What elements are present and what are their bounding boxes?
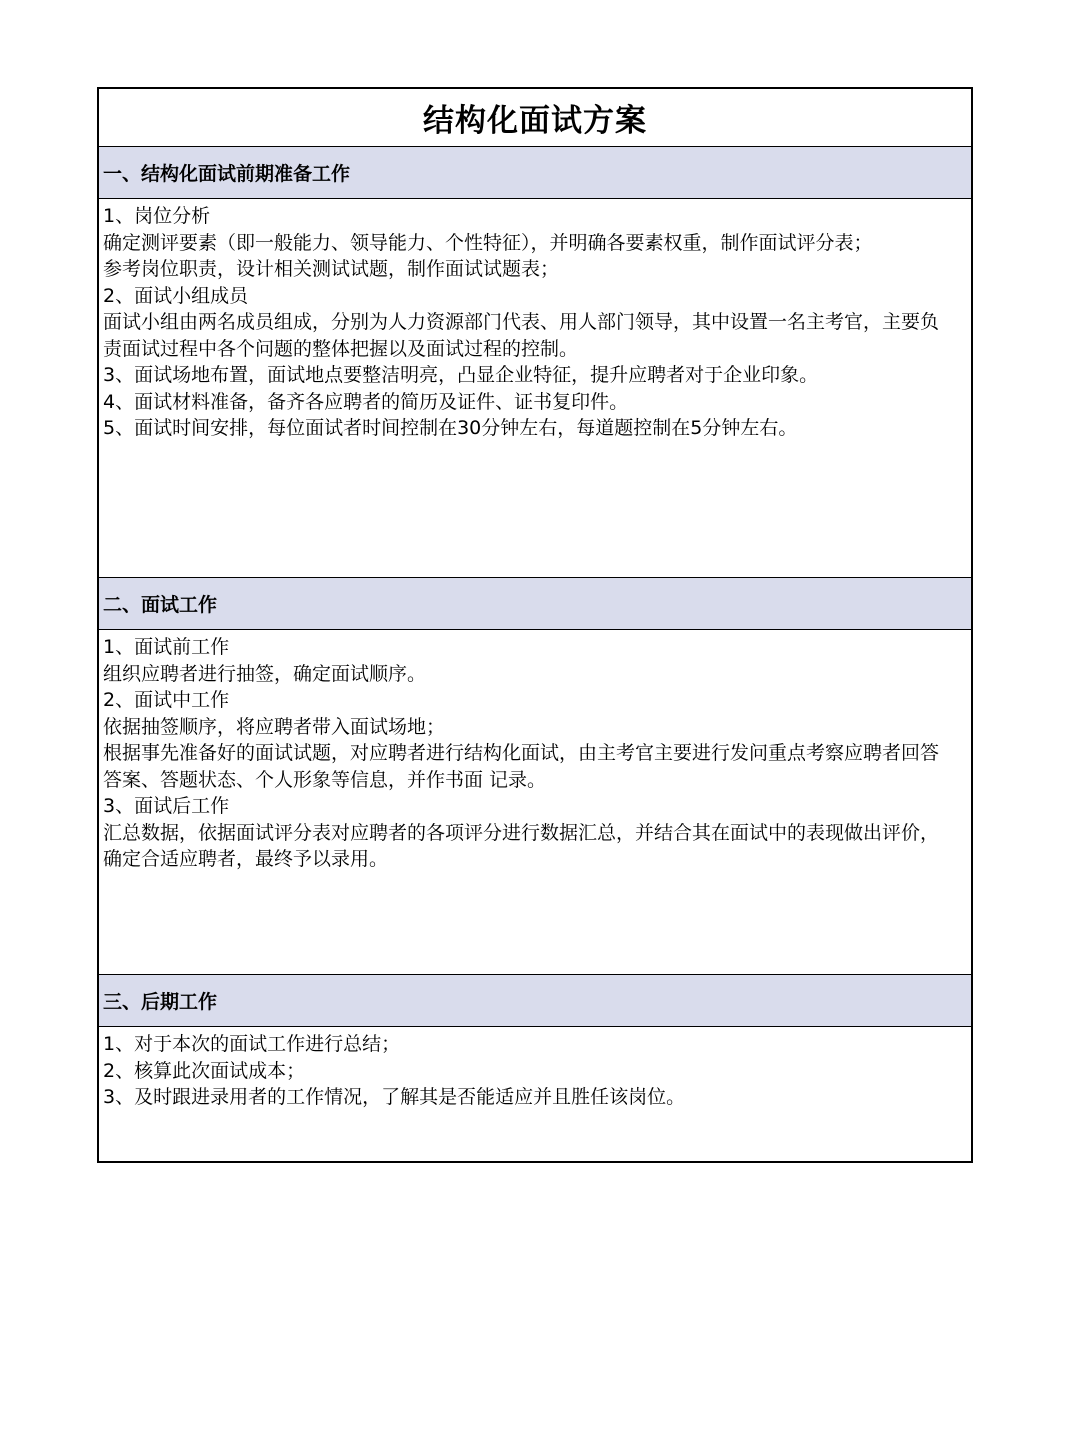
text-line: 3、及时跟进录用者的工作情况，了解其是否能适应并且胜任该岗位。 [103,1086,686,1108]
text-line: 参考岗位职责，设计相关测试试题，制作面试试题表； [103,258,560,280]
text-line: 依据抽签顺序，将应聘者带入面试场地； [103,715,446,738]
plan-table [97,87,973,1163]
text-line: 汇总数据，依据面试评分表对应聘者的各项评分进行数据汇总，并结合其在面试中的表现做出评价，确定合适应聘者，最终予以录用。 [103,821,940,870]
section-header-interview: 二、面试工作 [99,578,971,630]
text-line: 1、对于本次的面试工作进行总结； [103,1033,401,1055]
text-line: 确定测评要素（即一般能力、领导能力、个性特征），并明确各要素权重，制作面试评分表； [103,231,873,254]
section-body-interview [99,630,971,975]
text-line: 2、核算此次面试成本； [103,1059,306,1082]
text-line: 根据事先准备好的面试试题，对应聘者进行结构化面试，由主考官主要进行发问重点考察应聘者回答答案、答题状态、个人形象等信息，并作书面 记录。 [103,742,940,791]
text-line: 4、面试材料准备，备齐各应聘者的简历及证件、证书复印件。 [103,390,629,413]
text-line: 1、岗位分析 [103,205,211,227]
document-title: 结构化面试方案 [99,89,971,147]
text-line: 2、面试小组成员 [103,284,249,307]
section-body-preparation [99,199,971,578]
text-line: 组织应聘者进行抽签，确定面试顺序。 [103,662,427,685]
section-header-followup: 三、后期工作 [99,975,971,1027]
text-line: 3、面试后工作 [103,795,230,817]
text-line: 面试小组由两名成员组成，分别为人力资源部门代表、用人部门领导，其中设置一名主考官，主要负责面试过程中各个问题的整体把握以及面试过程的控制。 [103,311,940,360]
text-line: 1、面试前工作 [103,636,230,658]
section-body-followup [99,1027,971,1161]
section-header-preparation: 一、结构化面试前期准备工作 [99,147,971,199]
text-line: 3、面试场地布置，面试地点要整洁明亮，凸显企业特征，提升应聘者对于企业印象。 [103,364,819,386]
text-line: 5、面试时间安排，每位面试者时间控制在30分钟左右，每道题控制在5分钟左右。 [103,417,798,439]
text-line: 2、面试中工作 [103,689,230,711]
